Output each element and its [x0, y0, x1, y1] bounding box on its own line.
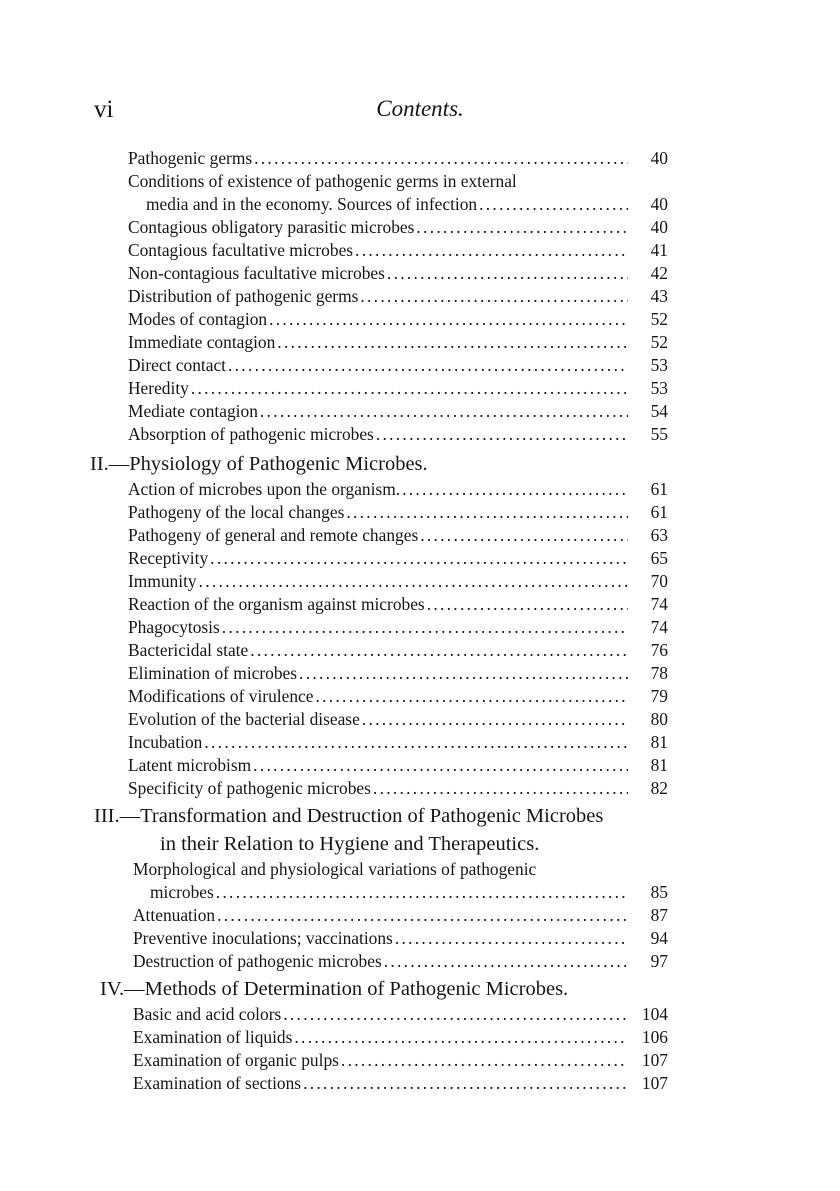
toc-entry: [128, 477, 668, 501]
toc-entry: [150, 880, 668, 904]
dot-leader: [341, 1048, 628, 1072]
toc-entry-page: 40: [650, 148, 668, 168]
section-heading: IV.—Methods of Determination of Pathogenic Microbes.: [100, 978, 569, 1000]
toc-entry-page: 81: [650, 755, 668, 775]
toc-entry-label: Pathogeny of the local changes: [128, 502, 345, 522]
page-number: vi: [94, 96, 114, 123]
toc-entry-label: Heredity: [128, 378, 189, 398]
toc-entry: [128, 353, 668, 377]
dot-leader: [217, 903, 628, 927]
toc-entry: [128, 146, 668, 170]
toc-entry: [128, 776, 668, 800]
toc-entry-label: Attenuation: [133, 905, 216, 925]
toc-entry: [128, 376, 668, 400]
toc-entry-page: 54: [650, 401, 668, 421]
dot-leader: [277, 330, 628, 354]
toc-entry-label: Specificity of pathogenic microbes: [128, 778, 371, 798]
toc-entry: [133, 1071, 668, 1095]
toc-entry-label: Contagious obligatory parasitic microbes: [128, 217, 415, 237]
toc-entry-page: 104: [641, 1004, 668, 1024]
toc-entry-label: Evolution of the bacterial disease: [128, 709, 360, 729]
dot-leader: [303, 1071, 628, 1095]
toc-entry: [128, 638, 668, 662]
toc-entry-label: Non-contagious facultative microbes: [128, 263, 385, 283]
toc-entry-label: Latent microbism: [128, 755, 252, 775]
toc-entry-page: 61: [650, 502, 668, 522]
toc-entry-label: Examination of liquids: [133, 1027, 293, 1047]
running-title: Contents.: [376, 96, 464, 121]
toc-entry-line: Morphological and physiological variations of pathogenic: [133, 859, 537, 879]
dot-leader: [299, 661, 628, 685]
toc-entry: [128, 569, 668, 593]
toc-entry-label: Action of microbes upon the organism.: [128, 479, 401, 499]
toc-entry-page: 94: [650, 928, 668, 948]
toc-entry: [133, 949, 668, 973]
toc-entry-label: Contagious facultative microbes: [128, 240, 354, 260]
dot-leader: [204, 730, 628, 754]
toc-entry-page: 74: [650, 617, 668, 637]
toc-entry-page: 106: [641, 1027, 668, 1047]
dot-leader: [253, 753, 628, 777]
section-heading-continued: in their Relation to Hygiene and Therapeutics.: [160, 833, 540, 855]
dot-leader: [479, 192, 628, 216]
section-heading: III.—Transformation and Destruction of Pathogenic Microbes: [94, 805, 604, 827]
toc-entry: [128, 399, 668, 423]
toc-entry-label: Receptivity: [128, 548, 209, 568]
toc-entry: [128, 753, 668, 777]
dot-leader: [254, 146, 628, 170]
toc-entry-page: 80: [650, 709, 668, 729]
toc-entry: [128, 730, 668, 754]
toc-entry-page: 55: [650, 424, 668, 444]
toc-entry-label: Elimination of microbes: [128, 663, 298, 683]
dot-leader: [228, 353, 628, 377]
toc-entry-label: Absorption of pathogenic microbes: [128, 424, 374, 444]
toc-entry-label: Bactericidal state: [128, 640, 249, 660]
dot-leader: [362, 707, 628, 731]
toc-entry-page: 107: [641, 1073, 668, 1093]
toc-entry-page: 81: [650, 732, 668, 752]
toc-entry: [146, 192, 668, 216]
toc-entry-label: Phagocytosis: [128, 617, 220, 637]
toc-entry-label: Modes of contagion: [128, 309, 268, 329]
toc-entry: [128, 592, 668, 616]
toc-entry: [128, 330, 668, 354]
section-heading: II.—Physiology of Pathogenic Microbes.: [90, 453, 428, 475]
toc-entry-line: Conditions of existence of pathogenic germs in external: [128, 171, 517, 191]
toc-entry-page: 53: [650, 378, 668, 398]
toc-entry: [128, 284, 668, 308]
page-header: [0, 96, 840, 136]
toc-entry-page: 52: [650, 332, 668, 352]
dot-leader: [216, 880, 628, 904]
toc-entry-label: Direct contact: [128, 355, 227, 375]
toc-entry-label: Pathogeny of general and remote changes: [128, 525, 419, 545]
toc-entry-page: 70: [650, 571, 668, 591]
dot-leader: [420, 523, 628, 547]
dot-leader: [250, 638, 628, 662]
toc-entry-label: Mediate contagion: [128, 401, 258, 421]
dot-leader: [427, 592, 628, 616]
toc-entry-page: 63: [650, 525, 668, 545]
dot-leader: [315, 684, 628, 708]
dot-leader: [260, 399, 628, 423]
toc-entry-page: 53: [650, 355, 668, 375]
toc-entry-page: 85: [650, 882, 668, 902]
toc-entry-page: 40: [650, 217, 668, 237]
dot-leader: [355, 238, 628, 262]
toc-entry-page: 40: [650, 194, 668, 214]
toc-entry-label: Distribution of pathogenic germs: [128, 286, 359, 306]
dot-leader: [402, 477, 628, 501]
dot-leader: [210, 546, 628, 570]
toc-entry-page: 87: [650, 905, 668, 925]
toc-entry: [128, 523, 668, 547]
toc-entry-label: Examination of sections: [133, 1073, 302, 1093]
toc-entry-page: 61: [650, 479, 668, 499]
toc-entry: [128, 661, 668, 685]
toc-entry-page: 42: [650, 263, 668, 283]
dot-leader: [269, 307, 628, 331]
dot-leader: [360, 284, 628, 308]
toc-entry-page: 107: [641, 1050, 668, 1070]
toc-entry-label: Destruction of pathogenic microbes: [133, 951, 382, 971]
toc-entry: [133, 903, 668, 927]
dot-leader: [416, 215, 628, 239]
toc-entry-label: Reaction of the organism against microbes: [128, 594, 425, 614]
toc-entry-page: 52: [650, 309, 668, 329]
toc-entry-label: Immediate contagion: [128, 332, 276, 352]
toc-entry: [128, 215, 668, 239]
dot-leader: [376, 422, 628, 446]
toc-entry: [128, 546, 668, 570]
dot-leader: [283, 1002, 628, 1026]
toc-entry-label: microbes: [150, 882, 214, 902]
toc-entry-label: Basic and acid colors: [133, 1004, 282, 1024]
toc-entry-label: Immunity: [128, 571, 197, 591]
toc-entry: [128, 261, 668, 285]
dot-leader: [346, 500, 628, 524]
toc-entry-page: 41: [650, 240, 668, 260]
toc-entry-page: 78: [650, 663, 668, 683]
toc-entry: [128, 307, 668, 331]
toc-entry-page: 79: [650, 686, 668, 706]
dot-leader: [294, 1025, 628, 1049]
toc-entry: [128, 684, 668, 708]
toc-entry-page: 82: [650, 778, 668, 798]
toc-entry: [128, 500, 668, 524]
toc-entry: [133, 926, 668, 950]
toc-entry-page: 97: [650, 951, 668, 971]
dot-leader: [191, 376, 628, 400]
dot-leader: [222, 615, 628, 639]
toc-entry: [128, 707, 668, 731]
dot-leader: [199, 569, 628, 593]
toc-entry-label: Preventive inoculations; vaccinations: [133, 928, 393, 948]
toc-entry-label: Pathogenic germs: [128, 148, 253, 168]
toc-entry-label: Modifications of virulence: [128, 686, 314, 706]
toc-entry: [133, 1025, 668, 1049]
dot-leader: [384, 949, 628, 973]
toc-entry: [128, 615, 668, 639]
toc-entry: [128, 238, 668, 262]
toc-entry-label: Incubation: [128, 732, 203, 752]
toc-entry-page: 43: [650, 286, 668, 306]
toc-entry-page: 74: [650, 594, 668, 614]
toc-entry-label: media and in the economy. Sources of infection: [146, 194, 478, 214]
dot-leader: [395, 926, 628, 950]
toc-entry-page: 65: [650, 548, 668, 568]
toc-entry-page: 76: [650, 640, 668, 660]
toc-entry: [128, 422, 668, 446]
toc-entry: [133, 1048, 668, 1072]
toc-entry-label: Examination of organic pulps: [133, 1050, 339, 1070]
dot-leader: [387, 261, 628, 285]
dot-leader: [373, 776, 628, 800]
toc-entry: [133, 1002, 668, 1026]
